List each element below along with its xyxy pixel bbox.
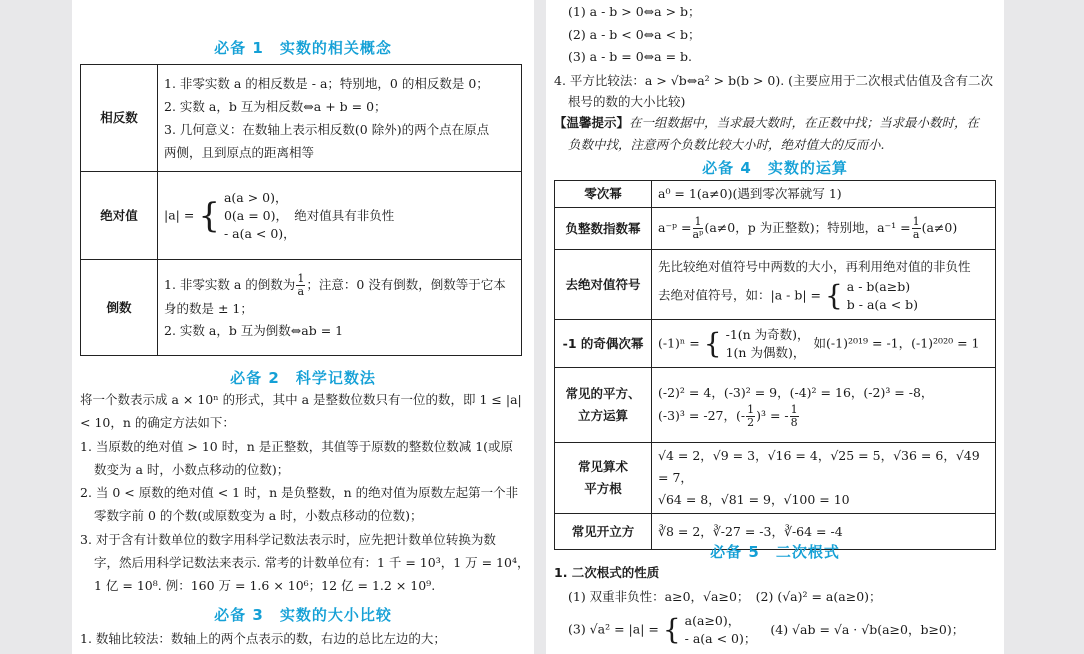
row-content	[652, 368, 996, 443]
table-row	[555, 320, 996, 368]
text-line: 1 亿 = 10⁸. 例：160 万 = 1.6 × 10⁶；12 亿 = 1.2 × 10⁹.	[94, 578, 436, 593]
text-part: (3) √a² = |a| =	[568, 621, 659, 637]
text-line	[568, 612, 964, 648]
text-line: (3) a - b = 0⇔a = b.	[568, 49, 692, 64]
text-line: 身的数是 ± 1；	[164, 301, 253, 316]
row-content: a⁰ = 1(a≠0)(遇到零次幂就写 1)	[652, 181, 996, 208]
case-line: a(a > 0)，	[223, 189, 288, 205]
text-line: 将一个数表示成 a × 10ⁿ 的形式，其中 a 是整数位数只有一位的数，即 1 ≤ |a|	[80, 392, 522, 407]
case-line: -1(n 为奇数)，	[725, 326, 810, 342]
table-row	[555, 250, 996, 320]
section-title-4: 必备 4 实数的运算	[702, 159, 848, 177]
text-line: 先比较绝对值符号中两数的大小，再利用绝对值的非负性	[658, 258, 971, 274]
row-head: 常见开立方	[555, 514, 652, 550]
operation-table	[554, 180, 996, 550]
section-title-1: 必备 1 实数的相关概念	[214, 39, 392, 57]
fraction	[693, 216, 704, 241]
fraction	[790, 404, 799, 429]
row-content	[652, 320, 996, 368]
text-line: (2) a - b < 0⇔a < b；	[568, 27, 701, 42]
text-line: (-2)² = 4，(-3)² = 9，(-4)² = 16，(-2)³ = -8，	[658, 384, 934, 400]
text-line	[658, 278, 989, 314]
row-head: 去绝对值符号	[555, 250, 652, 320]
row-content	[158, 260, 522, 356]
text-line: 1. 二次根式的性质	[554, 565, 660, 580]
text-line: 两侧，且到原点的距离相等	[164, 145, 315, 160]
text-line: 负数中找，注意两个负数比较大小时，绝对值大的反而小.	[568, 137, 885, 152]
head-line: 常见的平方、	[565, 386, 641, 401]
brace-glyph: {	[198, 195, 220, 236]
row-content: ∛8 = 2，∛-27 = -3，∛-64 = -4	[652, 514, 996, 550]
case-line: a(a≥0)，	[684, 613, 741, 628]
case-line: - a(a < 0)；	[684, 631, 757, 646]
section-title-5: 必备 5 二次根式	[710, 543, 840, 561]
fraction	[296, 273, 305, 298]
numerator: 1	[747, 402, 755, 416]
table-row	[81, 65, 522, 172]
right-page	[546, 0, 1004, 654]
text-part: ；注意：0 没有倒数，倒数等于它本	[306, 277, 506, 292]
head-line: 立方运算	[577, 408, 628, 423]
table-row	[555, 181, 996, 208]
denominator: a	[912, 228, 920, 241]
text-part: (-3)³ = -27，(-	[658, 407, 746, 423]
case-line: 0(a = 0)， 绝对值具有非负性	[223, 207, 395, 223]
case-line: a - b(a≥b)	[846, 278, 911, 294]
fraction	[746, 404, 755, 429]
text-line: 1. 非零实数 a 的相反数是 - a；特别地，0 的相反数是 0；	[164, 76, 489, 91]
cases	[847, 278, 918, 314]
row-content	[652, 208, 996, 250]
denominator: 2	[747, 415, 755, 429]
numerator: 1	[694, 215, 702, 228]
text-line: 3. 对于含有计数单位的数字用科学记数法表示时，应先把计数单位转换为数	[80, 532, 496, 547]
table-row	[81, 172, 522, 260]
text-part: 如(-1)²⁰¹⁹ = -1，(-1)²⁰²⁰ = 1	[813, 335, 980, 350]
text-part: (a≠0)	[921, 220, 958, 235]
text-line: 4. 平方比较法：a > √b⇔a² > b(b > 0). (主要应用于二次根式估值及含有二次	[554, 73, 994, 88]
text-line: 1. 当原数的绝对值 > 10 时，n 是正整数，其值等于原数的整数位数减 1(或原	[80, 439, 514, 454]
table-row	[555, 208, 996, 250]
case-line: - a(a < 0)，	[223, 225, 296, 241]
text-line: 零数字前 0 的个数(或原数变为 a 时，小数点移动的位数)；	[94, 508, 423, 523]
section-title-2: 必备 2 科学记数法	[230, 369, 376, 387]
text-part: (a≠0，p 为正整数)；特别地，a⁻¹ =	[704, 220, 911, 235]
text-line: 数变为 a 时，小数点移动的位数)；	[94, 462, 290, 477]
cases	[726, 326, 810, 362]
text-line: < 10，n 的确定方法如下：	[80, 415, 235, 430]
denominator: 8	[790, 415, 798, 429]
row-content	[158, 65, 522, 172]
head-line: 平方根	[584, 481, 622, 496]
row-content	[652, 443, 996, 514]
text-line	[164, 273, 515, 298]
text-line: 2. 当 0 < 原数的绝对值 < 1 时，n 是负整数，n 的绝对值为原数左起第一个非	[80, 485, 519, 500]
brace-glyph: {	[703, 326, 722, 360]
numerator: 1	[790, 402, 798, 416]
row-head: 相反数	[81, 65, 158, 172]
row-head: 倒数	[81, 260, 158, 356]
brace-glyph: {	[662, 613, 681, 646]
hint-label: 【温馨提示】	[554, 115, 630, 130]
section-title-3: 必备 3 实数的大小比较	[214, 606, 392, 624]
concept-table	[80, 64, 522, 356]
table-row	[555, 368, 996, 443]
text-line: 1. 数轴比较法：数轴上的两个点表示的数，右边的总比左边的大；	[80, 631, 446, 646]
denominator: aᵖ	[692, 228, 704, 241]
fraction	[912, 216, 921, 241]
text-part: 1. 非零实数 a 的倒数为	[164, 277, 296, 292]
case-line: b - a(a < b)	[846, 296, 919, 312]
text-part: (4) √ab = √a · √b(a≥0，b≥0)；	[770, 621, 965, 637]
head-line: 常见算术	[577, 459, 628, 474]
text-line: 字，然后用科学记数法来表示. 常考的计数单位有：1 千 = 10³，1 万 = 10⁴，	[94, 555, 530, 570]
hint-text: 在一组数据中，当求最大数时，在正数中找；当求最小数时，在	[629, 115, 980, 130]
hint-line	[554, 114, 979, 132]
brace-glyph: {	[824, 278, 843, 312]
cases	[685, 612, 757, 648]
row-head: 绝对值	[81, 172, 158, 260]
numerator: 1	[912, 215, 920, 228]
text-part: )³ = -	[756, 407, 789, 423]
text-part: a⁻ᵖ =	[658, 220, 692, 235]
row-content	[652, 250, 996, 320]
text-line: 2. 实数 a，b 互为相反数⇔a + b = 0；	[164, 99, 387, 114]
cases	[224, 189, 394, 243]
row-head	[555, 443, 652, 514]
case-line: 1(n 为偶数)，	[725, 344, 806, 360]
text-line: (1) 双重非负性：a≥0，√a≥0； (2) (√a)² = a(a≥0)；	[568, 589, 882, 604]
text-part: (-1)ⁿ =	[658, 335, 700, 350]
text-line: 3. 几何意义：在数轴上表示相反数(0 除外)的两个点在原点	[164, 122, 490, 137]
row-head: 零次幂	[555, 181, 652, 208]
row-head: 负整数指数幂	[555, 208, 652, 250]
table-row	[555, 443, 996, 514]
row-content	[158, 172, 522, 260]
numerator: 1	[297, 272, 305, 285]
text-line: (1) a - b > 0⇔a > b；	[568, 4, 701, 19]
abs-lhs: |a| =	[164, 207, 195, 222]
text-line: 2. 实数 a，b 互为倒数⇔ab = 1	[164, 323, 344, 338]
row-head	[555, 368, 652, 443]
denominator: a	[297, 285, 305, 298]
text-line: √4 = 2，√9 = 3，√16 = 4，√25 = 5，√36 = 6，√49 = 7，	[658, 448, 980, 485]
left-page	[72, 0, 534, 654]
text-line: 根号的数的大小比较)	[568, 94, 686, 109]
text-line	[658, 404, 989, 429]
table-row	[81, 260, 522, 356]
text-part: 去绝对值符号，如：|a - b| =	[658, 287, 821, 302]
row-head: -1 的奇偶次幂	[555, 320, 652, 368]
text-line: √64 = 8，√81 = 9，√100 = 10	[658, 492, 850, 507]
